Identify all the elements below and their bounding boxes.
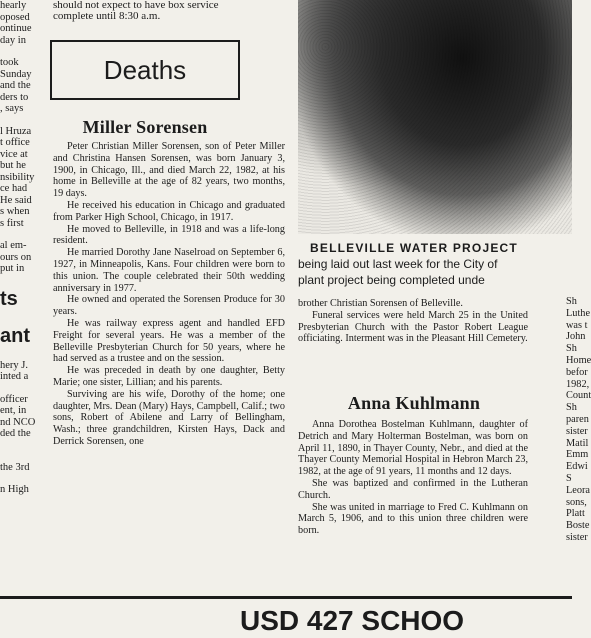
obituary-paragraph: brother Christian Sorensen of Belleville. bbox=[298, 298, 463, 309]
section-title-box bbox=[50, 40, 240, 100]
fragment-line: Boste bbox=[566, 520, 590, 532]
fragment-line: Sh bbox=[566, 402, 577, 414]
photo-caption-line: being laid out last week for the City of bbox=[298, 257, 498, 271]
photo-caption-line: plant project being completed unde bbox=[298, 273, 485, 287]
fragment-line: S bbox=[566, 472, 572, 484]
fragment-line: al em- bbox=[0, 240, 27, 251]
fragment-line: ant bbox=[0, 324, 30, 347]
fragment-line: was t bbox=[566, 319, 588, 331]
obituary-paragraph: Funeral services were held March 25 in the United Presbyterian Church with the Pastor Robert League officiating. Interment was in the Pleasant Hill Cemetery. bbox=[298, 309, 528, 345]
top-note-line: complete until 8:30 a.m. bbox=[53, 10, 161, 22]
left-column-fragment bbox=[0, 0, 40, 496]
fragment-line: oposed bbox=[0, 11, 30, 23]
fragment-line: nd NCO bbox=[0, 416, 36, 428]
fragment-line: the 3rd bbox=[0, 461, 30, 473]
fragment-line: ent, in bbox=[0, 405, 27, 416]
fragment-line bbox=[0, 229, 40, 240]
obituary-paragraph: She was baptized and confirmed in the Lutheran Church. bbox=[298, 477, 528, 501]
fragment-line: Sh bbox=[566, 296, 577, 307]
fragment-line: Matil bbox=[566, 437, 589, 449]
right-column-fragment bbox=[566, 296, 591, 544]
fragment-line bbox=[0, 312, 40, 323]
fragment-line: vice at bbox=[0, 148, 28, 160]
fragment-line: Sh bbox=[566, 343, 577, 355]
obituary-body bbox=[53, 141, 285, 448]
fragment-line: and the bbox=[0, 80, 31, 91]
fragment-line: Leora bbox=[566, 484, 591, 496]
fragment-line bbox=[0, 349, 40, 360]
fragment-line: John bbox=[566, 331, 586, 343]
photo bbox=[298, 0, 572, 234]
fragment-line: sister bbox=[566, 531, 588, 543]
fragment-line bbox=[0, 473, 40, 484]
fragment-line: Platt bbox=[566, 508, 585, 520]
obituary-paragraph: She was united in marriage to Fred C. Kuhlmann on March 5, 1906, and to this union three children were born. bbox=[298, 501, 528, 537]
bottom-rule bbox=[0, 596, 572, 599]
obituary-paragraph: Anna Dorothea Bostelman Kuhlmann, daughter of Detrich and Mary Holterman Bostelman, was born on April 11, 1890, in Thayer County, Nebr., and died at the Thayer County Memorial Hospital in Hebron March 23, 1982, at the age of 91 years, 11 months and 12 days. bbox=[298, 419, 528, 478]
photo-caption-head: BELLEVILLE WATER PROJECT bbox=[310, 241, 518, 255]
obituary-paragraph: Surviving are his wife, Dorothy of the home; one daughter, Mrs. Dean (Mary) Hays, Campbell, Calif.; two sons, Robert of Abilene and Larry of Bellingham, Wash.; three grandchildren, Kirsten Hays, Dack and Derrick Sorensen, one bbox=[53, 388, 285, 447]
fragment-line: day in bbox=[0, 34, 26, 46]
fragment-line: hearly bbox=[0, 0, 27, 11]
fragment-line: s first bbox=[0, 217, 24, 229]
fragment-line: sister bbox=[566, 425, 588, 437]
fragment-line: but he bbox=[0, 160, 26, 171]
fragment-line: 1982, bbox=[566, 378, 590, 390]
obituary-title: Miller Sorensen bbox=[82, 117, 208, 137]
section-title: Deaths bbox=[103, 54, 187, 85]
obituary-paragraph: Peter Christian Miller Sorensen, son of Peter Miller and Christina Hansen Sorensen, was born January 3, 1900, in Chicago, Ill., and died March 22, 1982, at his home in Belleville at the age of 82 years, two months, 19 days. bbox=[53, 141, 285, 200]
top-note-line: should not expect to have box service bbox=[53, 0, 219, 11]
fragment-line bbox=[0, 275, 40, 286]
fragment-line: ce had bbox=[0, 183, 28, 194]
fragment-line bbox=[0, 440, 40, 451]
obituary-paragraph: He was railway express agent and handled EFD Freight for several years. He was a member of the Belleville Presbyterian Church for 50 years, where he had served as a trustee and on the session. bbox=[53, 317, 285, 365]
fragment-line: ontinue bbox=[0, 23, 32, 34]
fragment-line bbox=[0, 383, 40, 394]
fragment-line bbox=[0, 46, 40, 57]
fragment-line: t office bbox=[0, 137, 30, 148]
fragment-line: took bbox=[0, 57, 19, 68]
fragment-line bbox=[0, 451, 40, 462]
fragment-line: ded the bbox=[0, 428, 31, 439]
fragment-line: inted a bbox=[0, 371, 29, 382]
fragment-line: Sunday bbox=[0, 68, 32, 80]
obituary-paragraph: He owned and operated the Sorensen Produce for 30 years. bbox=[53, 294, 285, 318]
fragment-line: Luthe bbox=[566, 307, 591, 319]
obituary-continuation bbox=[298, 298, 528, 345]
fragment-line: n High bbox=[0, 484, 29, 495]
fragment-line: put in bbox=[0, 263, 25, 274]
fragment-line: ours on bbox=[0, 251, 32, 263]
fragment-line: befor bbox=[566, 366, 588, 378]
fragment-line: Home bbox=[566, 354, 591, 366]
fragment-line: officer bbox=[0, 393, 28, 405]
fragment-line: ders to bbox=[0, 91, 29, 103]
fragment-line: l Hruza bbox=[0, 125, 32, 137]
fragment-line: Count bbox=[566, 390, 591, 402]
fragment-line: s when bbox=[0, 206, 30, 217]
obituary-body bbox=[298, 419, 528, 537]
fragment-line: paren bbox=[566, 413, 589, 425]
fragment-line bbox=[0, 115, 40, 126]
fragment-line: sons, bbox=[566, 496, 587, 508]
fragment-line: nsibility bbox=[0, 171, 35, 183]
obituary-paragraph: He moved to Belleville, in 1918 and was a life-long resident. bbox=[53, 223, 285, 247]
obituary-paragraph: He was preceded in death by one daughter, Betty Marie; one sister, Lillian; and his parents. bbox=[53, 365, 285, 388]
bottom-headline: USD 427 SCHOO bbox=[240, 605, 465, 636]
top-note bbox=[53, 0, 219, 22]
obituary-title: Anna Kuhlmann bbox=[347, 393, 481, 413]
obituary-paragraph: He married Dorothy Jane Naselroad on September 6, 1927, in Minneapolis, Kans. Four children were born to this union. The couple celebrated their 50th wedding anniversary in 1977. bbox=[53, 247, 285, 294]
fragment-line: Edwi bbox=[566, 461, 588, 473]
obituary-paragraph: He received his education in Chicago and graduated from Parker High School, Chicago, in 1917. bbox=[53, 199, 285, 223]
fragment-line: Emm bbox=[566, 449, 589, 461]
fragment-line: He said bbox=[0, 194, 32, 206]
fragment-line: ts bbox=[0, 287, 18, 310]
fragment-line: , says bbox=[0, 103, 24, 114]
fragment-line: hery J. bbox=[0, 359, 28, 371]
